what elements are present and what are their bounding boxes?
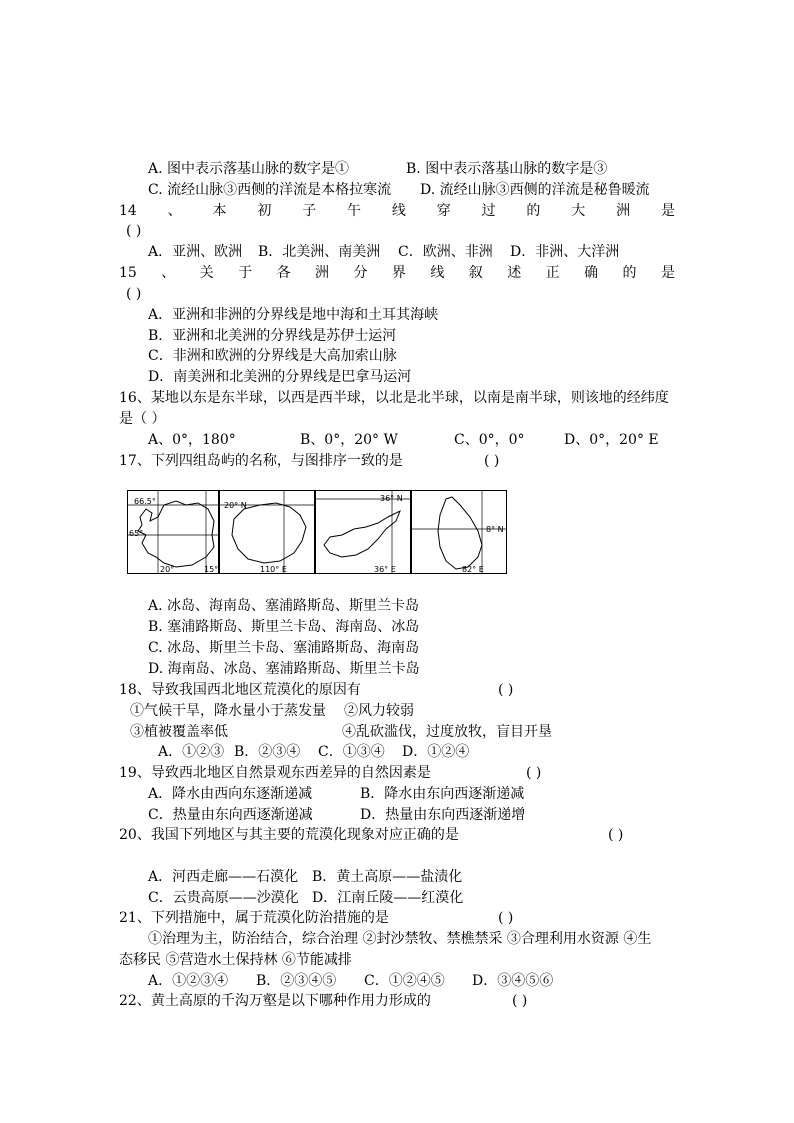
q19-option-c: C．热量由东向西逐渐递减 [148,807,313,823]
q15-option-a: A．亚洲和非洲的分界线是地中海和土耳其海峡 [148,307,439,323]
q19-answer-paren: ( ) [526,765,542,781]
q15-stem: 15 、 关 于 各 洲 分 界 线 叙 述 正 确 的 是 [119,265,675,281]
q20-option-c: C．云贵高原——沙漠化 [148,890,299,906]
q18-item-4: ④乱砍滥伐，过度放牧，盲目开垦 [342,724,552,740]
map1-lat-65: 65° [129,529,144,538]
q20-stem: 20、我国下列地区与其主要的荒漠化现象对应正确的是 [119,827,459,843]
q21-answer-paren: ( ) [498,910,514,926]
map3-lat-label: 36° N [380,494,403,503]
map-iceland [127,490,219,574]
q21-options: A．①②③④ B．②③④⑤ C．①②④⑤ D．③④⑤⑥ [148,973,554,989]
q20-option-a: A．河西走廊——石漠化 [148,869,299,885]
q16-stem: 16、某地以东是东半球，以西是西半球，以北是北半球，以南是南半球，则该地的经纬度 [119,390,669,406]
q13-option-a: A. 图中表示落基山脉的数字是① [148,161,350,177]
q21-items-line2: 态移民 ⑤营造水土保持林 ⑥节能减排 [119,952,352,968]
q19-option-d: D．热量由东向西逐渐递增 [360,807,526,823]
map1-lat-66: 66.5° [134,497,156,506]
q18-item-1: ①气候干旱，降水量小于蒸发量 [130,703,326,719]
q14-stem: 14 、 本 初 子 午 线 穿 过 的 大 洲 是 [119,203,675,219]
q19-option-b: B．降水由东向西逐渐递减 [360,786,525,802]
map1-lon-15: 15° [204,565,219,574]
q13-option-d: D. 流经山脉③西侧的洋流是秘鲁暖流 [420,182,650,198]
q13-option-b: B. 图中表示落基山脉的数字是③ [406,161,608,177]
q17-option-b: B. 塞浦路斯岛、斯里兰卡岛、海南岛、冰岛 [148,619,420,635]
q15-option-d: D．南美洲和北美洲的分界线是巴拿马运河 [148,369,412,385]
q15-option-b: B．亚洲和北美洲的分界线是苏伊士运河 [148,328,397,344]
q17-stem: 17、下列四组岛屿的名称，与图排序一致的是 [119,453,403,469]
q20-option-d: D．江南丘陵——红漠化 [312,890,464,906]
q17-answer-paren: ( ) [484,453,500,469]
q19-stem: 19、导致西北地区自然景观东西差异的自然因素是 [119,765,431,781]
q21-stem: 21、下列措施中，属于荒漠化防治措施的是 [119,910,389,926]
q18-stem: 18、导致我国西北地区荒漠化的原因有 [119,682,361,698]
map2-lon-label: 110° E [260,565,287,574]
q17-option-a: A. 冰岛、海南岛、塞浦路斯岛、斯里兰卡岛 [148,598,420,614]
q20-option-b: B．黄土高原——盐渍化 [312,869,463,885]
map3-lon-label: 36° E [374,565,396,574]
q16-stem-cont: 是（ ） [119,411,166,427]
cyprus-outline [324,511,400,557]
map-cyprus [315,490,411,574]
q21-items-line1: ①治理为主，防治结合，综合治理 ②封沙禁牧、禁樵禁采 ③合理利用水资源 ④生 [148,931,652,947]
map1-lon-20: 20° [160,565,175,574]
iceland-outline [138,501,214,567]
map-sri-lanka [411,490,507,574]
q13-option-c: C. 流经山脉③西侧的洋流是本格拉寒流 [148,182,392,198]
q16-options: A、0°，180° B、0°，20° W C、0°，0° D、0°，20° E [148,432,659,448]
q19-option-a: A．降水由西向东逐渐递减 [148,786,313,802]
q18-answer-paren: ( ) [498,682,514,698]
q14-options: A．亚洲、欧洲 B．北美洲、南美洲 C．欧洲、非洲 D．非洲、大洋洲 [148,244,620,260]
map-hainan [219,490,315,574]
hainan-outline [232,503,306,563]
map4-lon-label: 82° E [462,565,484,574]
map4-lat-label: 8° N [486,525,504,534]
map2-lat-label: 20° N [224,501,247,510]
q14-answer-paren: ( ) [126,223,142,239]
q17-island-maps [127,490,507,574]
q20-answer-paren: ( ) [608,827,624,843]
q17-option-d: D. 海南岛、冰岛、塞浦路斯岛、斯里兰卡岛 [148,661,420,677]
q14-number: 14 [119,203,137,219]
q17-option-c: C. 冰岛、斯里兰卡岛、塞浦路斯岛、海南岛 [148,640,420,656]
q18-options: A．①②③ B．②③④ C．①③④ D．①②④ [158,744,470,760]
q15-answer-paren: ( ) [126,286,142,302]
sri-lanka-outline [438,497,482,569]
q18-item-2: ②风力较弱 [344,703,414,719]
q22-answer-paren: ( ) [512,993,528,1009]
q15-number: 15 [119,265,137,281]
q15-option-c: C．非洲和欧洲的分界线是大高加索山脉 [148,348,397,364]
q22-stem: 22、黄土高原的千沟万壑是以下哪种作用力形成的 [119,993,431,1009]
q18-item-3: ③植被覆盖率低 [130,724,228,740]
